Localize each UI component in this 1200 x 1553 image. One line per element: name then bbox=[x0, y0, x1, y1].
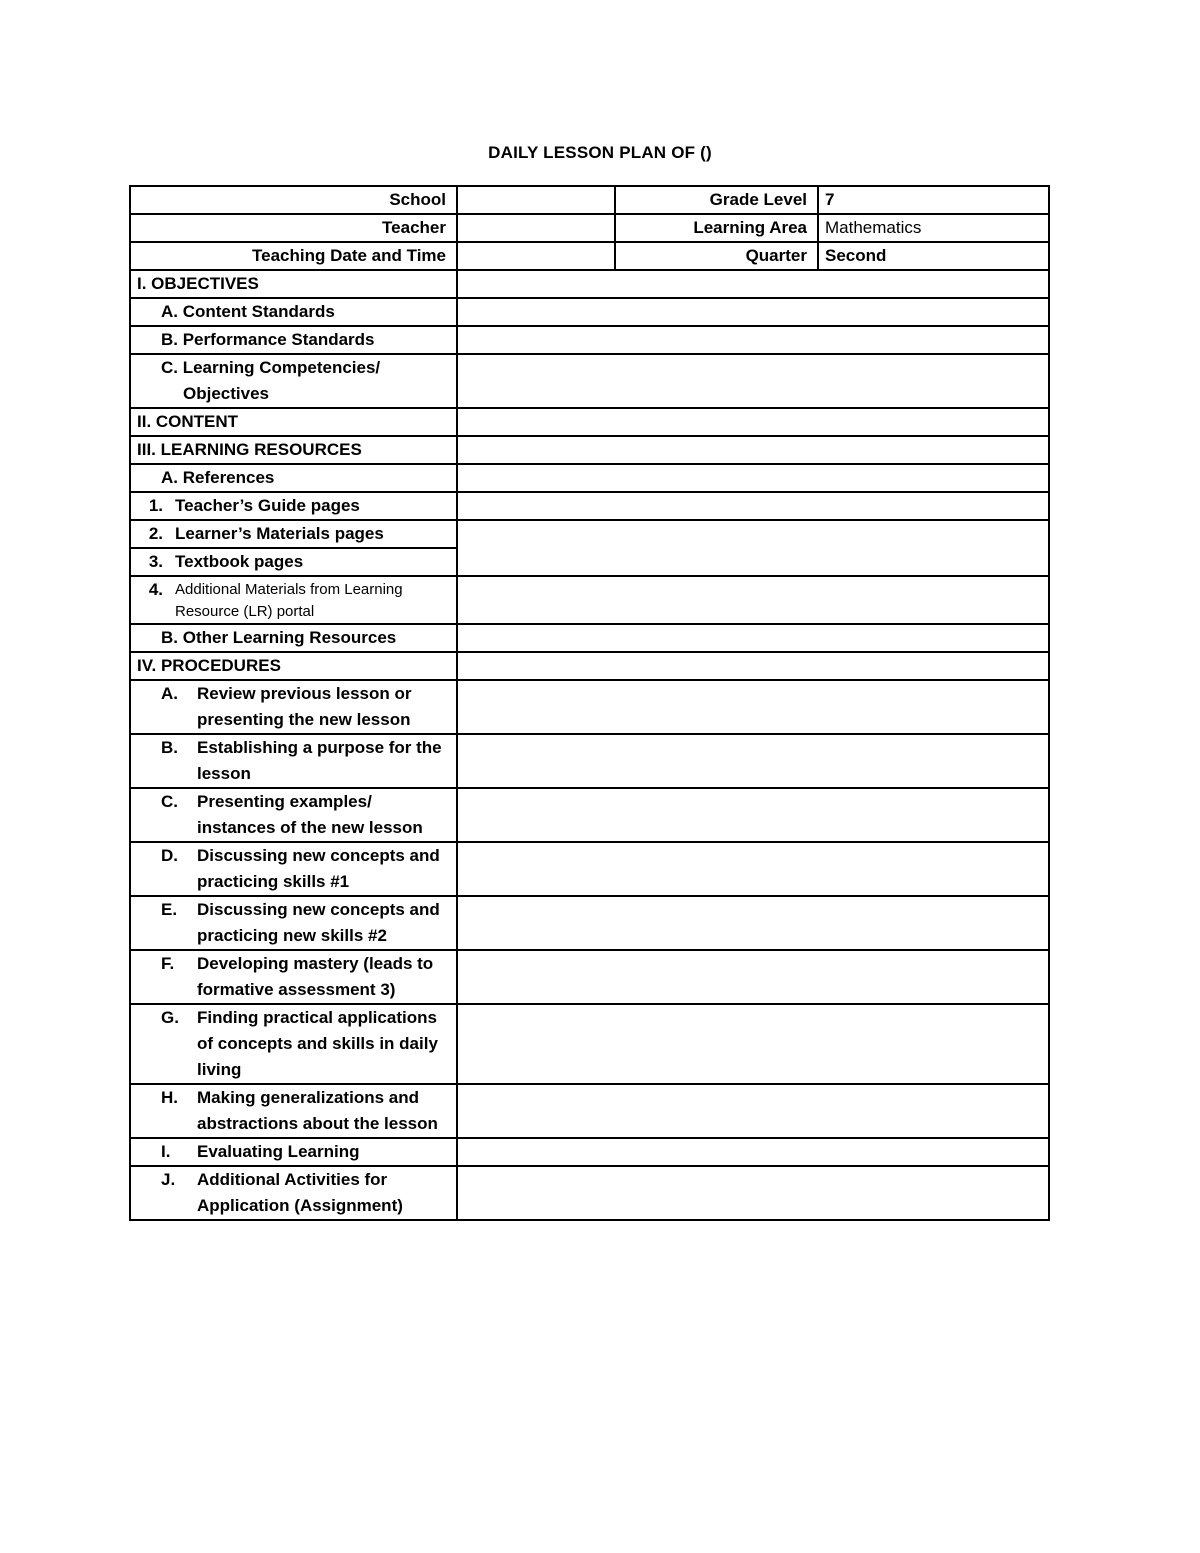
performance-standards-field[interactable] bbox=[457, 326, 1049, 354]
ref-item-text: Learner’s Materials pages bbox=[175, 524, 384, 543]
procedure-letter: A. bbox=[161, 684, 178, 703]
procedure-a-label bbox=[130, 680, 457, 734]
procedure-h-field[interactable] bbox=[457, 1084, 1049, 1138]
procedure-letter: D. bbox=[161, 846, 178, 865]
learners-materials-textbook-field[interactable] bbox=[457, 520, 1049, 576]
grade-level-label: Grade Level bbox=[615, 186, 818, 214]
procedure-h-label bbox=[130, 1084, 457, 1138]
ref-item-number: 2. bbox=[148, 524, 163, 543]
teaching-date-field[interactable] bbox=[457, 242, 615, 270]
procedure-e-field[interactable] bbox=[457, 896, 1049, 950]
performance-standards-label: B. Performance Standards bbox=[130, 326, 457, 354]
row-learning-resources bbox=[130, 436, 1049, 464]
learning-competencies-line1: C. Learning Competencies/ bbox=[161, 358, 381, 377]
learning-competencies-line2: Objectives bbox=[183, 384, 269, 403]
ref-item-text: Teacher’s Guide pages bbox=[175, 496, 360, 515]
procedure-text: Developing mastery (leads to formative assessment 3) bbox=[197, 954, 434, 999]
learning-area-label: Learning Area bbox=[615, 214, 818, 242]
procedure-letter: E. bbox=[161, 900, 178, 919]
procedure-f-field[interactable] bbox=[457, 950, 1049, 1004]
procedure-text: Discussing new concepts and practicing new skills #2 bbox=[197, 900, 440, 945]
ref-item-text: Textbook pages bbox=[175, 552, 304, 571]
objectives-heading: I. OBJECTIVES bbox=[130, 270, 457, 298]
procedure-c-label bbox=[130, 788, 457, 842]
school-field[interactable] bbox=[457, 186, 615, 214]
teacher-field[interactable] bbox=[457, 214, 615, 242]
quarter-label: Quarter bbox=[615, 242, 818, 270]
ref-item-number: 1. bbox=[148, 496, 163, 515]
ref-item-number: 3. bbox=[148, 552, 163, 571]
procedure-j-label bbox=[130, 1166, 457, 1220]
procedure-letter: F. bbox=[161, 954, 175, 973]
learning-competencies-label bbox=[130, 354, 457, 408]
procedure-g-field[interactable] bbox=[457, 1004, 1049, 1084]
page-title: DAILY LESSON PLAN OF () bbox=[488, 143, 712, 162]
procedure-letter: J. bbox=[161, 1170, 176, 1189]
row-procedure-a bbox=[130, 680, 1049, 734]
procedure-text: Evaluating Learning bbox=[197, 1142, 360, 1161]
procedure-letter: C. bbox=[161, 792, 178, 811]
procedure-letter: I. bbox=[161, 1142, 171, 1161]
procedure-e-label bbox=[130, 896, 457, 950]
procedure-g-label bbox=[130, 1004, 457, 1084]
row-procedure-h bbox=[130, 1084, 1049, 1138]
content-standards-field[interactable] bbox=[457, 298, 1049, 326]
row-content-standards bbox=[130, 298, 1049, 326]
header-row-teacher bbox=[130, 214, 1049, 242]
lesson-plan-table bbox=[129, 185, 1050, 1221]
row-procedure-b bbox=[130, 734, 1049, 788]
school-label: School bbox=[130, 186, 457, 214]
header-row-date bbox=[130, 242, 1049, 270]
ref-item-number: 4. bbox=[148, 580, 163, 599]
learning-area-value[interactable]: Mathematics bbox=[818, 214, 1049, 242]
procedure-letter: H. bbox=[161, 1088, 178, 1107]
row-procedure-c bbox=[130, 788, 1049, 842]
quarter-value[interactable]: Second bbox=[818, 242, 1049, 270]
procedure-f-label bbox=[130, 950, 457, 1004]
row-content bbox=[130, 408, 1049, 436]
row-procedures bbox=[130, 652, 1049, 680]
row-references bbox=[130, 464, 1049, 492]
references-field[interactable] bbox=[457, 464, 1049, 492]
row-procedure-e bbox=[130, 896, 1049, 950]
row-additional-materials bbox=[130, 576, 1049, 624]
procedure-text: Review previous lesson or presenting the new lesson bbox=[197, 684, 412, 729]
row-learners-materials bbox=[130, 520, 1049, 548]
row-procedure-i bbox=[130, 1138, 1049, 1166]
procedure-c-field[interactable] bbox=[457, 788, 1049, 842]
procedure-text: Additional Activities for Application (Assignment) bbox=[197, 1170, 403, 1215]
grade-level-value[interactable]: 7 bbox=[818, 186, 1049, 214]
procedure-a-field[interactable] bbox=[457, 680, 1049, 734]
row-teachers-guide bbox=[130, 492, 1049, 520]
content-field[interactable] bbox=[457, 408, 1049, 436]
row-objectives bbox=[130, 270, 1049, 298]
procedure-i-field[interactable] bbox=[457, 1138, 1049, 1166]
row-procedure-f bbox=[130, 950, 1049, 1004]
procedures-heading: IV. PROCEDURES bbox=[130, 652, 457, 680]
procedure-i-label bbox=[130, 1138, 457, 1166]
row-learning-competencies bbox=[130, 354, 1049, 408]
procedure-letter: B. bbox=[161, 738, 178, 757]
procedures-field[interactable] bbox=[457, 652, 1049, 680]
learners-materials-label bbox=[130, 520, 457, 548]
procedure-d-field[interactable] bbox=[457, 842, 1049, 896]
procedure-text: Presenting examples/ instances of the new lesson bbox=[197, 792, 423, 837]
references-label: A. References bbox=[130, 464, 457, 492]
procedure-text: Establishing a purpose for the lesson bbox=[197, 738, 442, 783]
learning-resources-heading: III. LEARNING RESOURCES bbox=[130, 436, 457, 464]
teaching-date-label: Teaching Date and Time bbox=[130, 242, 457, 270]
row-performance-standards bbox=[130, 326, 1049, 354]
procedure-j-field[interactable] bbox=[457, 1166, 1049, 1220]
row-other-resources bbox=[130, 624, 1049, 652]
content-heading: II. CONTENT bbox=[130, 408, 457, 436]
procedure-text: Finding practical applications of concepts and skills in daily living bbox=[197, 1008, 438, 1079]
content-standards-label: A. Content Standards bbox=[130, 298, 457, 326]
header-row-school bbox=[130, 186, 1049, 214]
learning-competencies-field[interactable] bbox=[457, 354, 1049, 408]
row-procedure-j bbox=[130, 1166, 1049, 1220]
other-resources-field[interactable] bbox=[457, 624, 1049, 652]
additional-materials-label bbox=[130, 576, 457, 624]
learning-resources-field[interactable] bbox=[457, 436, 1049, 464]
procedure-d-label bbox=[130, 842, 457, 896]
ref-item-text: Additional Materials from Learning Resource (LR) portal bbox=[175, 581, 403, 620]
teachers-guide-label bbox=[130, 492, 457, 520]
procedure-letter: G. bbox=[161, 1008, 179, 1027]
teacher-label: Teacher bbox=[130, 214, 457, 242]
procedure-text: Discussing new concepts and practicing skills #1 bbox=[197, 846, 440, 891]
teachers-guide-field[interactable] bbox=[457, 492, 1049, 520]
row-procedure-g bbox=[130, 1004, 1049, 1084]
procedure-b-label bbox=[130, 734, 457, 788]
procedure-b-field[interactable] bbox=[457, 734, 1049, 788]
textbook-label bbox=[130, 548, 457, 576]
additional-materials-field[interactable] bbox=[457, 576, 1049, 624]
other-resources-label: B. Other Learning Resources bbox=[130, 624, 457, 652]
procedure-text: Making generalizations and abstractions about the lesson bbox=[197, 1088, 438, 1133]
objectives-field[interactable] bbox=[457, 270, 1049, 298]
row-procedure-d bbox=[130, 842, 1049, 896]
